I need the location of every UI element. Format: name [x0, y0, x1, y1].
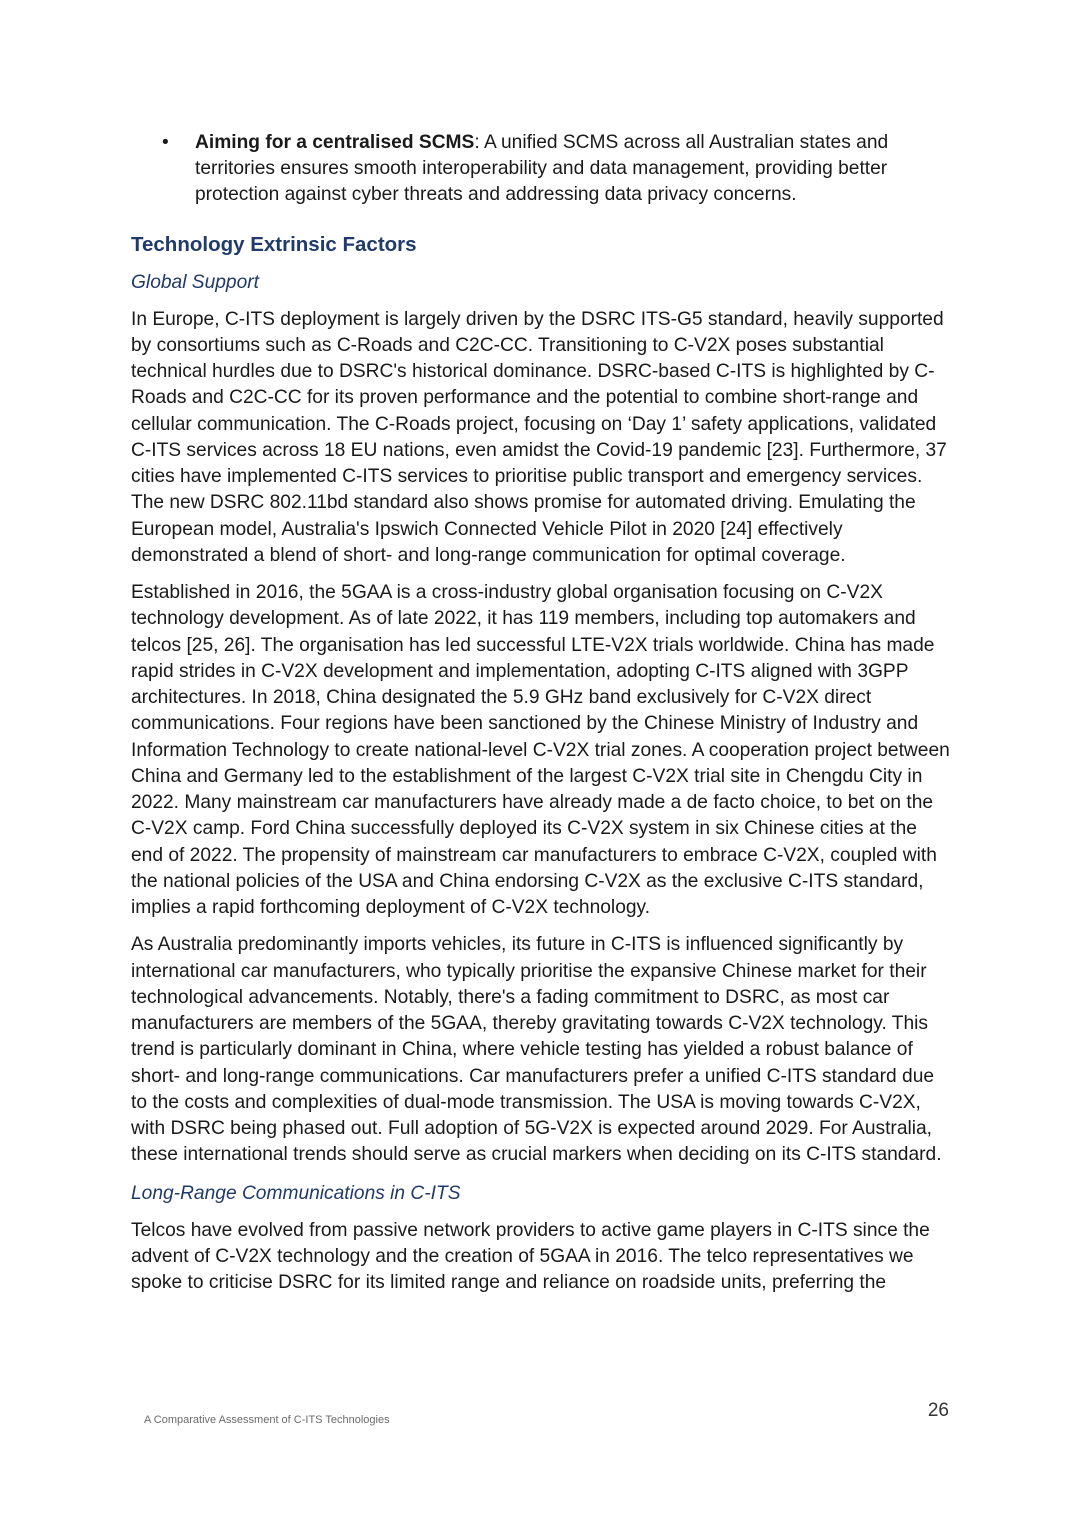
paragraph-telcos: Telcos have evolved from passive network providers to active game players in C-ITS since the advent of C-V2X technology and the creation of 5GAA in 2016. The telco representatives we spoke to criticise DSRC for its limited range and reliance on roadside units, preferring the — [131, 1219, 930, 1294]
section-heading: Technology Extrinsic Factors — [131, 232, 417, 256]
bullet-icon: • — [162, 132, 169, 153]
footer-document-title: A Comparative Assessment of C-ITS Technologies — [144, 1414, 390, 1426]
bullet-item-centralised-scms — [131, 130, 953, 209]
subheading-global-support: Global Support — [131, 271, 259, 293]
page-number: 26 — [927, 1400, 949, 1421]
subheading-long-range: Long-Range Communications in C-ITS — [131, 1182, 461, 1204]
page-content — [131, 130, 953, 1296]
paragraph-5gaa: Established in 2016, the 5GAA is a cross-industry global organisation focusing on C-V2X technology development. As of late 2022, it has 119 members, including top automakers and telcos [25, 26]. The organisation has led successful LTE-V2X trials worldwide. China has made rapid strides in C-V2X development and implementation, adopting C-ITS aligned with 3GPP architectures. In 2018, China designated the 5.9 GHz band exclusively for C-V2X direct communications. Four regions have been sanctioned by the Chinese Ministry of Industry and Information Technology to create national-level C-V2X trial zones. A cooperation project between China and Germany led to the establishment of the largest C-V2X trial site in Chengdu City in 2022. Many mainstream car manufacturers have already made a de facto choice, to bet on the C-V2X camp. Ford China successfully deployed its C-V2X system in six Chinese cities at the end of 2022. The propensity of mainstream car manufacturers to embrace C-V2X, coupled with the national policies of the USA and China endorsing C-V2X as the exclusive C-ITS standard, implies a rapid forthcoming deployment of C-V2X technology. — [131, 582, 950, 919]
bullet-lead-text: Aiming for a centralised SCMS — [195, 132, 475, 153]
paragraph-australia: As Australia predominantly imports vehicles, its future in C-ITS is influenced significantly by international car manufacturers, who typically prioritise the expansive Chinese market for their technological advancements. Notably, there's a fading commitment to DSRC, as most car manufacturers are members of the 5GAA, thereby gravitating towards C-V2X technology. This trend is particularly dominant in China, where vehicle testing has yielded a robust balance of short- and long-range communications. Car manufacturers prefer a unified C-ITS standard due to the costs and complexities of dual-mode transmission. The USA is moving towards C-V2X, with DSRC being phased out. Full adoption of 5G-V2X is expected around 2029. For Australia, these international trends should serve as crucial markers when deciding on its C-ITS standard. — [131, 934, 942, 1166]
paragraph-europe: In Europe, C-ITS deployment is largely driven by the DSRC ITS-G5 standard, heavily supported by consortiums such as C-Roads and C2C-CC. Transitioning to C-V2X poses substantial technical hurdles due to DSRC's historical dominance. DSRC-based C-ITS is highlighted by C-Roads and C2C-CC for its proven performance and the potential to combine short-range and cellular communication. The C-Roads project, focusing on ‘Day 1’ safety applications, validated C-ITS services across 18 EU nations, even amidst the Covid-19 pandemic [23]. Furthermore, 37 cities have implemented C-ITS services to prioritise public transport and emergency services. The new DSRC 802.11bd standard also shows promise for automated driving. Emulating the European model, Australia's Ipswich Connected Vehicle Pilot in 2020 [24] effectively demonstrated a blend of short- and long-range communication for optimal coverage. — [131, 308, 947, 566]
bullet-body-text: : A unified SCMS across all Australian states and territories ensures smooth interoperability and data management, providing better protection against cyber threats and addressing data privacy concerns. — [195, 132, 889, 206]
